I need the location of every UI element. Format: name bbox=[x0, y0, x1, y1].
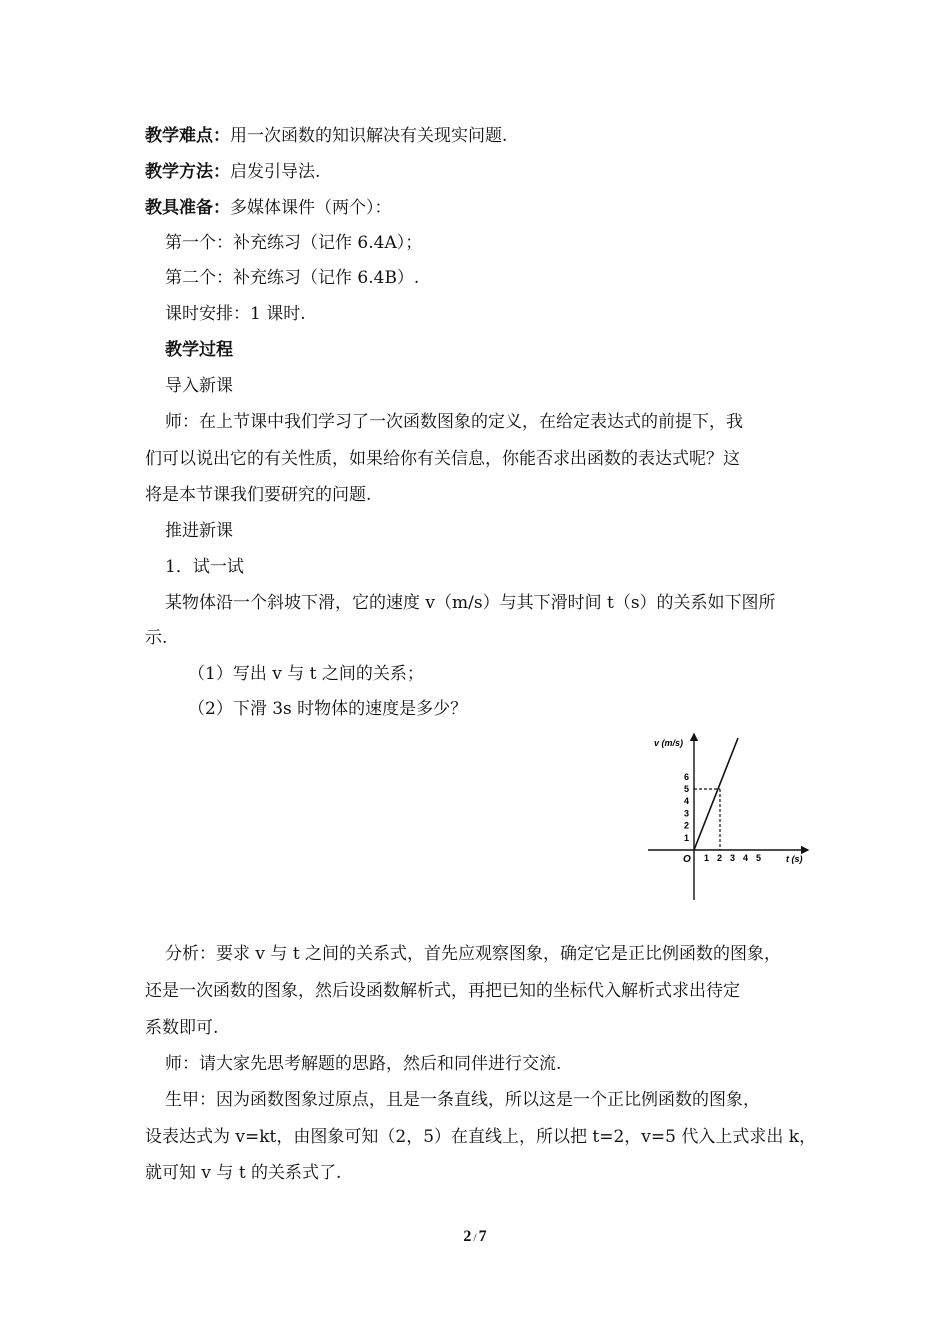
analysis-line-3: 系数即可. bbox=[145, 1018, 219, 1038]
difficulty-line bbox=[145, 124, 815, 148]
x-tick-label: 5 bbox=[756, 853, 762, 863]
page-number bbox=[0, 1228, 950, 1246]
student-answer-line-2: 设表达式为 v=kt，由图象可知（2，5）在直线上，所以把 t=2，v=5 代入上式求出 k， bbox=[145, 1127, 817, 1147]
y-tick-label: 3 bbox=[684, 808, 690, 819]
schedule: 课时安排：1 课时. bbox=[165, 304, 306, 324]
tools-text: 多媒体课件（两个）： bbox=[230, 198, 392, 218]
difficulty-text: 用一次函数的知识解决有关现实问题. bbox=[230, 126, 508, 146]
process-heading: 教学过程 bbox=[165, 340, 233, 360]
problem-line-1: 某物体沿一个斜坡下滑，它的速度 v（m/s）与其下滑时间 t（s）的关系如下图所 bbox=[165, 593, 776, 613]
y-tick-label: 2 bbox=[684, 820, 690, 831]
teacher-prompt: 师：请大家先思考解题的思路，然后和同伴进行交流. bbox=[165, 1054, 562, 1074]
x-axis-label: t (s) bbox=[786, 854, 803, 864]
x-tick-label: 1 bbox=[704, 853, 710, 863]
method-label: 教学方法： bbox=[145, 162, 230, 182]
x-tick-label: 4 bbox=[743, 853, 749, 863]
question-1: （1）写出 v 与 t 之间的关系； bbox=[188, 664, 424, 684]
tool-1: 第一个：补充练习（记作 6.4A）； bbox=[165, 233, 423, 253]
velocity-time-graph bbox=[640, 728, 820, 908]
teacher-paragraph-line-1: 师：在上节课中我们学习了一次函数图象的定义，在给定表达式的前提下，我 bbox=[165, 412, 743, 432]
page-current: 2 bbox=[463, 1228, 472, 1245]
y-tick-label: 5 bbox=[684, 784, 690, 794]
y-tick-label: 6 bbox=[684, 771, 690, 782]
student-answer-line-3: 就可知 v 与 t 的关系式了. bbox=[145, 1163, 342, 1183]
y-tick-label: 4 bbox=[684, 796, 690, 807]
method-text: 启发引导法. bbox=[230, 162, 321, 182]
tools-label: 教具准备： bbox=[145, 198, 230, 218]
analysis-line-2: 还是一次函数的图象，然后设函数解析式，再把已知的坐标代入解析式求出待定 bbox=[145, 981, 740, 1001]
difficulty-label: 教学难点： bbox=[145, 126, 230, 146]
x-tick-label: 2 bbox=[717, 853, 723, 863]
velocity-line bbox=[694, 738, 738, 850]
page-total: 7 bbox=[478, 1228, 487, 1245]
question-2: （2）下滑 3s 时物体的速度是多少？ bbox=[188, 699, 468, 719]
teacher-paragraph-line-3: 将是本节课我们要研究的问题. bbox=[145, 485, 372, 505]
student-answer-line-1: 生甲：因为函数图象过原点，且是一条直线，所以这是一个正比例函数的图象， bbox=[165, 1090, 760, 1110]
intro-heading: 导入新课 bbox=[165, 376, 233, 396]
page-separator: / bbox=[473, 1230, 477, 1244]
teacher-paragraph-line-2: 们可以说出它的有关性质，如果给你有关信息，你能否求出函数的表达式呢？这 bbox=[145, 449, 740, 469]
analysis-line-1: 分析：要求 v 与 t 之间的关系式，首先应观察图象，确定它是正比例函数的图象， bbox=[165, 944, 782, 964]
method-line bbox=[145, 160, 815, 184]
advance-heading: 推进新课 bbox=[165, 521, 233, 541]
y-axis-label: v (m/s) bbox=[654, 738, 684, 748]
tools-line bbox=[145, 196, 815, 220]
x-tick-labels bbox=[704, 853, 761, 863]
x-tick-label: 3 bbox=[730, 853, 736, 863]
origin-label: O bbox=[683, 854, 691, 865]
try-heading: 1．试一试 bbox=[165, 557, 244, 577]
tool-2: 第二个：补充练习（记作 6.4B）. bbox=[165, 268, 420, 288]
y-tick-labels bbox=[684, 772, 689, 843]
problem-line-2: 示. bbox=[145, 628, 168, 648]
y-tick-label: 1 bbox=[684, 832, 690, 843]
